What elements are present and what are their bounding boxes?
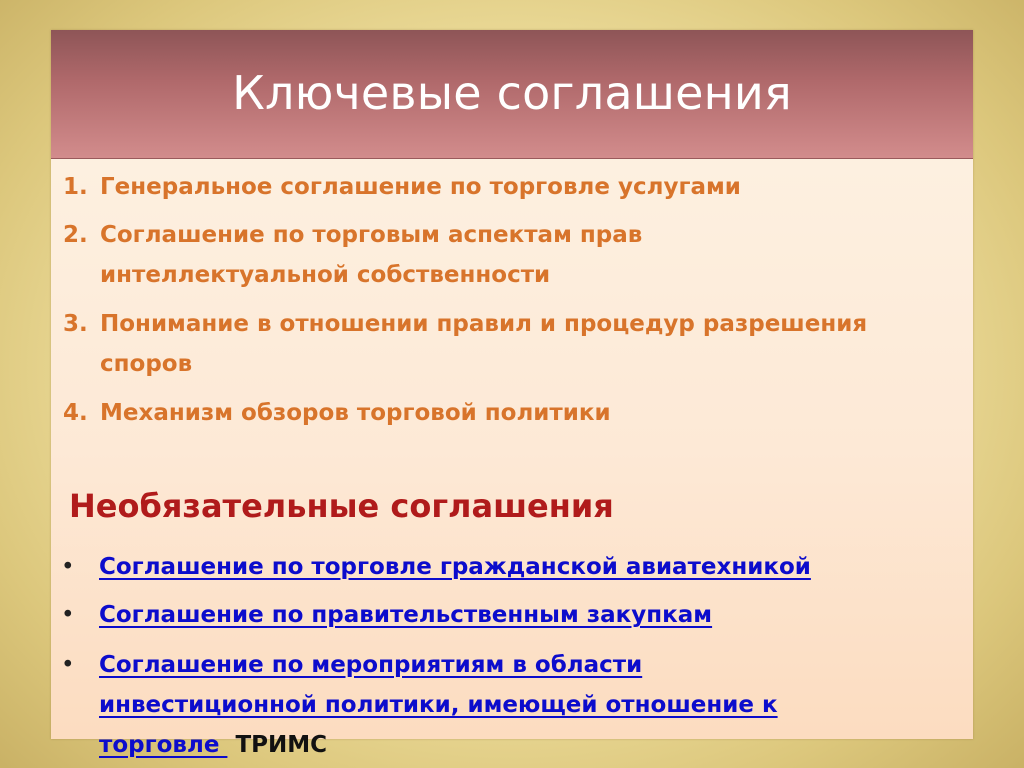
agreement-link-government-procurement[interactable]: Соглашение по правительственным закупкам <box>99 602 713 628</box>
agreement-link-trims-line1[interactable]: Соглашение по мероприятиям в области <box>99 652 643 678</box>
list-number: 1. <box>63 174 88 200</box>
list-item-text-line1: Соглашение по торговым аспектам прав <box>100 222 643 248</box>
slide-content <box>51 159 973 758</box>
list-item-text: Механизм обзоров торговой политики <box>100 400 611 426</box>
agreement-link-trims-line3[interactable]: торговле <box>99 732 228 758</box>
bullet-item <box>61 595 966 635</box>
agreement-link-trims-line2[interactable]: инвестиционной политики, имеющей отношение к <box>99 692 778 718</box>
list-item <box>63 393 968 433</box>
slide <box>51 30 973 758</box>
slide-title: Ключевые соглашения <box>232 66 792 120</box>
list-item <box>63 304 968 384</box>
list-number: 3. <box>63 311 88 337</box>
list-item-text: Генеральное соглашение по торговле услугами <box>100 174 741 200</box>
bullet-icon: • <box>61 602 75 628</box>
list-item <box>63 167 968 207</box>
list-item-text-line2: споров <box>100 351 193 377</box>
bullet-icon: • <box>61 554 75 580</box>
bullet-item <box>61 645 966 765</box>
agreement-link-civil-aircraft[interactable]: Соглашение по торговле гражданской авиатехникой <box>99 554 811 580</box>
list-number: 2. <box>63 222 88 248</box>
list-item-text-line2: интеллектуальной собственности <box>100 262 551 288</box>
list-number: 4. <box>63 400 88 426</box>
bullet-item <box>61 547 966 587</box>
section-heading: Необязательные соглашения <box>69 487 614 525</box>
trims-abbreviation: ТРИМС <box>235 732 327 758</box>
bullet-icon: • <box>61 652 75 678</box>
title-bar <box>51 30 973 159</box>
list-item <box>63 215 968 295</box>
list-item-text-line1: Понимание в отношении правил и процедур разрешения <box>100 311 868 337</box>
